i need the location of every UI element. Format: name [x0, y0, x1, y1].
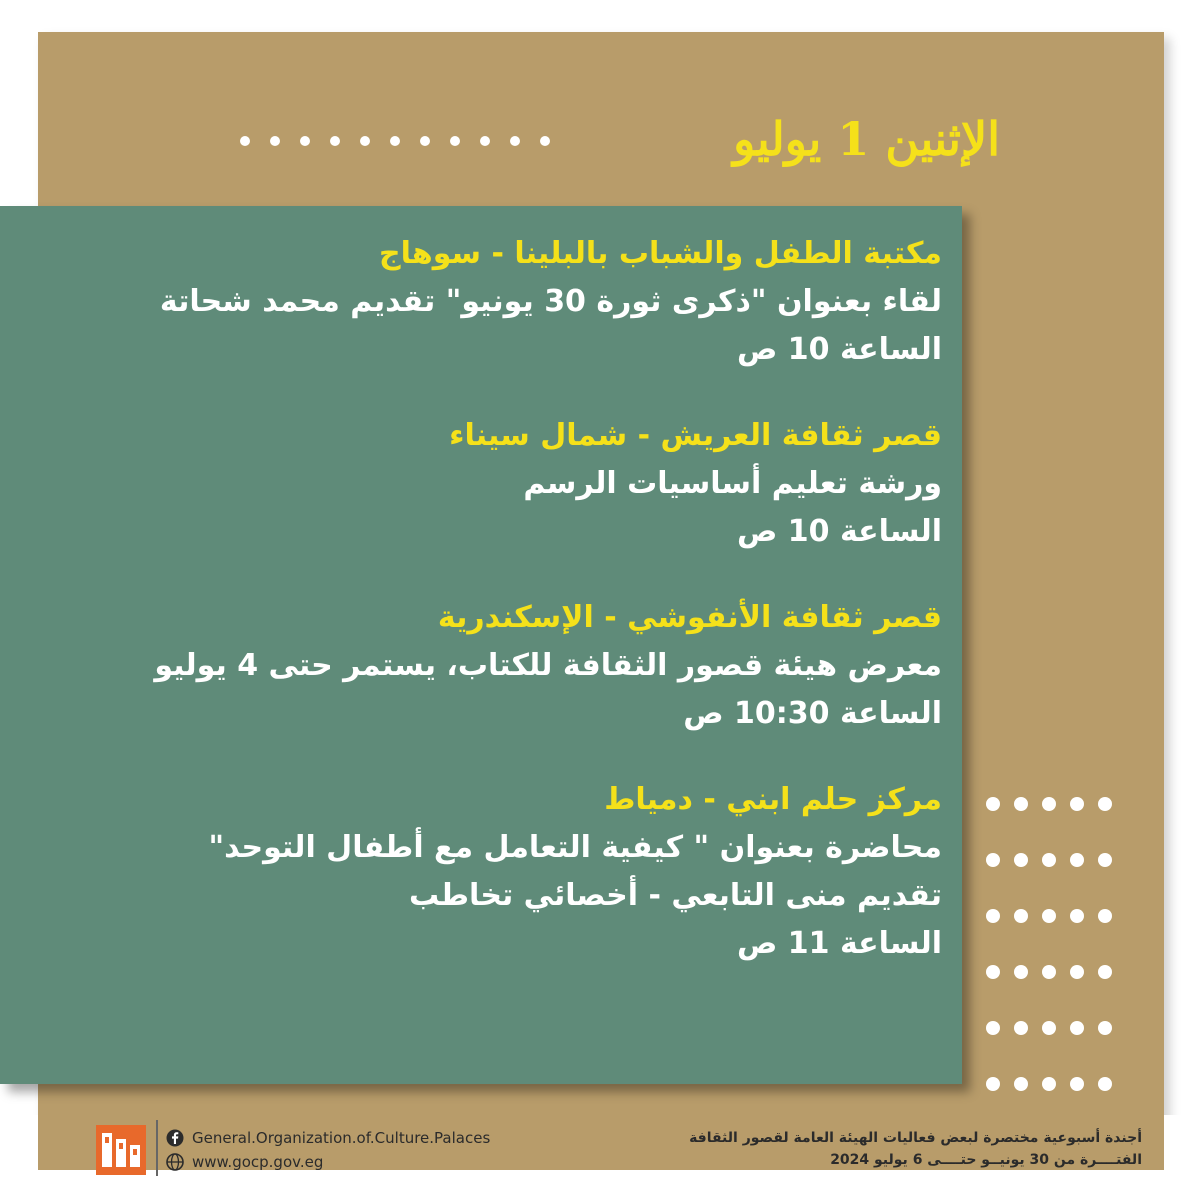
event-time: الساعة 10:30 ص	[683, 696, 942, 731]
dot	[1042, 909, 1056, 923]
website-link[interactable]	[166, 1150, 490, 1174]
dot	[986, 797, 1000, 811]
facebook-link[interactable]	[166, 1126, 490, 1150]
dot	[1070, 909, 1084, 923]
dot	[1042, 965, 1056, 979]
dot	[300, 136, 310, 146]
event-venue: قصر ثقافة الأنفوشي - الإسكندرية	[437, 600, 942, 635]
footer-caption	[689, 1127, 1142, 1171]
event-description: محاضرة بعنوان " كيفية التعامل مع أطفال التوحد"	[208, 830, 942, 865]
dot	[1042, 1021, 1056, 1035]
event-time: الساعة 10 ص	[736, 514, 942, 549]
day-title: الإثنين 1 يوليو	[733, 112, 1000, 166]
dot	[1014, 965, 1028, 979]
dot	[240, 136, 250, 146]
event-presenter: تقديم منى التابعي - أخصائي تخاطب	[409, 878, 942, 913]
dot	[1042, 853, 1056, 867]
dot	[1042, 797, 1056, 811]
dot	[330, 136, 340, 146]
dot	[540, 136, 550, 146]
event-time: الساعة 10 ص	[736, 332, 942, 367]
event-time: الساعة 11 ص	[736, 926, 942, 961]
dot	[986, 1021, 1000, 1035]
dot	[420, 136, 430, 146]
facebook-handle: General.Organization.of.Culture.Palaces	[192, 1129, 491, 1147]
period-line: الفتــــرة من 30 يونيــو حتــــى 6 يوليو 2024	[830, 1152, 1142, 1168]
facebook-icon	[166, 1129, 184, 1147]
event-venue: مركز حلم ابني - دمياط	[604, 782, 942, 817]
dot-grid-decoration	[986, 797, 1108, 1091]
dot	[1070, 853, 1084, 867]
dot	[986, 853, 1000, 867]
organization-logo	[96, 1125, 146, 1175]
event-venue: مكتبة الطفل والشباب بالبلينا - سوهاج	[379, 236, 942, 271]
dot	[986, 965, 1000, 979]
dot	[1042, 1077, 1056, 1091]
dot	[986, 1077, 1000, 1091]
events-list	[42, 230, 942, 1006]
event-item	[42, 230, 942, 374]
dot	[1014, 1021, 1028, 1035]
event-description: لقاء بعنوان "ذكرى ثورة 30 يونيو" تقديم محمد شحاتة	[159, 284, 942, 319]
event-venue: قصر ثقافة العريش - شمال سيناء	[449, 418, 942, 453]
event-item	[42, 776, 942, 968]
dot	[510, 136, 520, 146]
dot	[450, 136, 460, 146]
dot	[270, 136, 280, 146]
dot	[986, 909, 1000, 923]
dot	[1014, 1077, 1028, 1091]
dot	[1098, 1077, 1112, 1091]
dot	[1014, 797, 1028, 811]
dot	[1070, 965, 1084, 979]
dot	[1014, 853, 1028, 867]
dot	[1098, 1021, 1112, 1035]
event-description: ورشة تعليم أساسيات الرسم	[523, 466, 942, 501]
event-item	[42, 594, 942, 738]
title-dots-decoration	[240, 136, 550, 146]
dot	[1098, 965, 1112, 979]
social-links	[166, 1126, 490, 1174]
dot	[1070, 1077, 1084, 1091]
dot	[1098, 853, 1112, 867]
globe-icon	[166, 1153, 184, 1171]
dot	[360, 136, 370, 146]
footer-divider	[156, 1120, 158, 1176]
dot	[1098, 909, 1112, 923]
dot	[1070, 1021, 1084, 1035]
event-description: معرض هيئة قصور الثقافة للكتاب، يستمر حتى 4 يوليو	[154, 648, 942, 683]
event-item	[42, 412, 942, 556]
dot	[1014, 909, 1028, 923]
dot	[1098, 797, 1112, 811]
website-url: www.gocp.gov.eg	[192, 1153, 324, 1171]
dot	[480, 136, 490, 146]
dot	[390, 136, 400, 146]
dot	[1070, 797, 1084, 811]
agenda-line: أجندة أسبوعية مختصرة لبعض فعاليات الهيئة العامة لقصور الثقافة	[689, 1130, 1142, 1146]
